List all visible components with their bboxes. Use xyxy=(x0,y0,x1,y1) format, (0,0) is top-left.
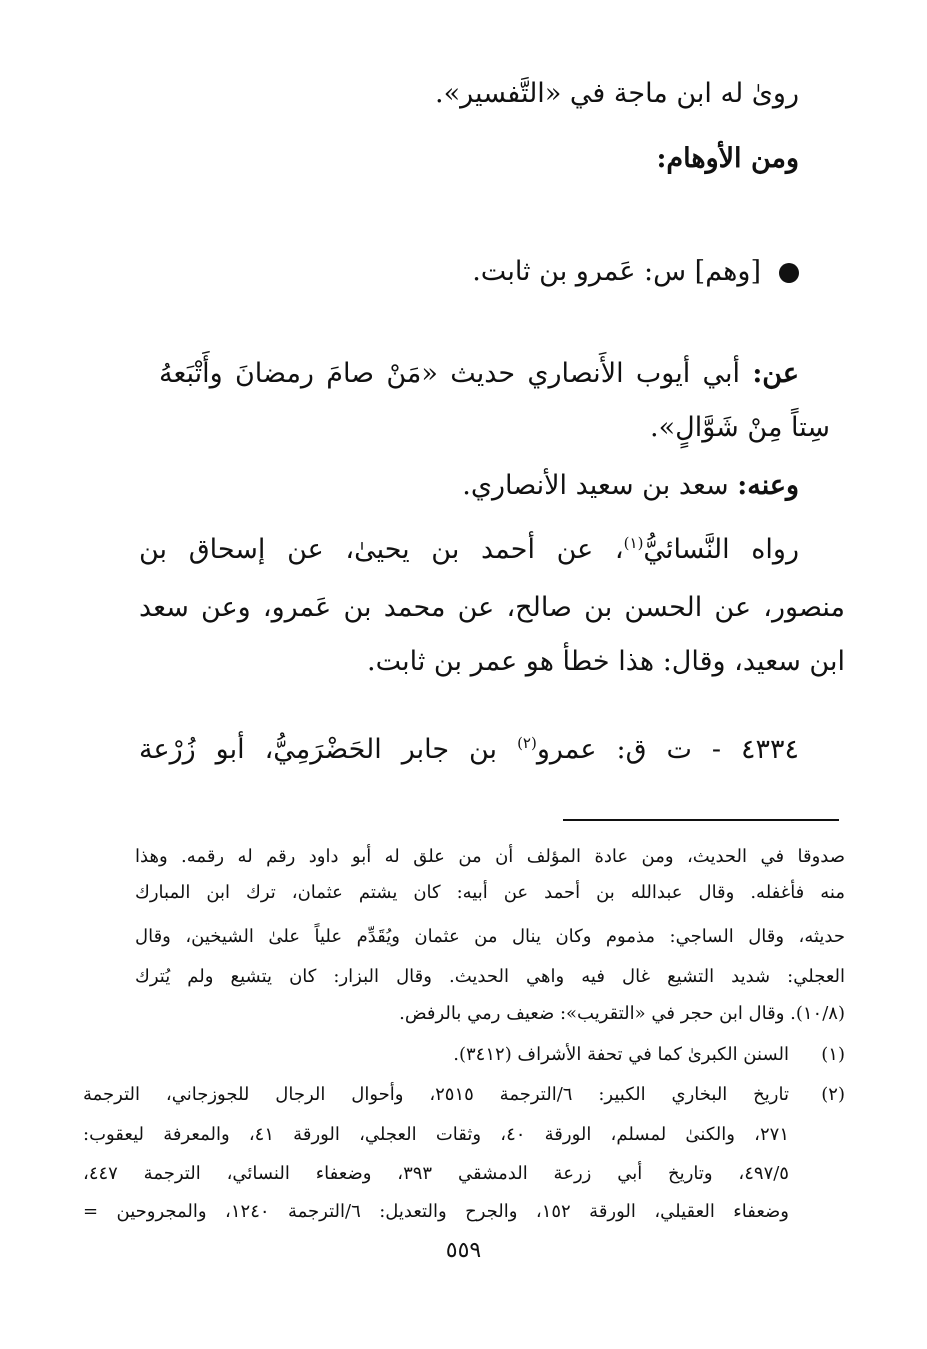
entry-4334 xyxy=(139,730,799,770)
text-line-ibn-majah: روىٰ له ابن ماجة في «التَّفسير». xyxy=(435,78,799,109)
wanhu-text: سعد بن سعيد الأنصاري. xyxy=(462,470,729,501)
footnote-ref-2: (٢) xyxy=(517,734,537,752)
footnote-1-text: السنن الكبرىٰ كما في تحفة الأشراف (٣٤١٢). xyxy=(453,1044,789,1065)
entry-text-a: ٤٣٣٤ - ت ق: عمرو xyxy=(536,734,800,765)
footnote-2-line: وضعفاء العقيلي، الورقة ١٥٢، والجرح والتعديل: ٦/الترجمة ١٢٤٠، والمجروحين = xyxy=(83,1201,789,1222)
heading-awham: ومن الأوهام: xyxy=(656,143,799,174)
waham-text: [وهم] س: عَمرو بن ثابت. xyxy=(472,256,761,287)
footnote-cont-line: حديثه، وقال الساجي: مذموم وكان ينال من عثمان ويُقَدِّم علياً علىٰ الشيخين، وقال xyxy=(135,926,845,947)
entry-text-b: بن جابر الحَضْرَمِيُّ، أبو زُرْعة xyxy=(139,734,518,765)
an-label: عن: xyxy=(752,358,799,389)
bullet-icon xyxy=(779,263,799,283)
waham-entry xyxy=(472,252,799,292)
paragraph-line-3: ابن سعيد، وقال: هذا خطأ هو عمر بن ثابت. xyxy=(367,646,845,677)
paragraph-line-1 xyxy=(139,530,799,570)
wanhu-line xyxy=(462,466,799,506)
footnote-2-line: تاريخ البخاري الكبير: ٦/الترجمة ٢٥١٥، وأحوال الرجال للجوزجاني، الترجمة xyxy=(83,1084,789,1105)
footnote-number-2: (٢) xyxy=(821,1084,845,1105)
footnote-cont-line: (١٠/٨). وقال ابن حجر في «التقريب»: ضعيف رمي بالرفض. xyxy=(399,1003,845,1024)
page-number: ٥٥٩ xyxy=(445,1238,482,1263)
footnote-2-line: ٤٩٧/٥، وتاريخ أبي زرعة الدمشقي ٣٩٣، وضعفاء النسائي، الترجمة ٤٤٧، xyxy=(83,1163,789,1184)
para-text-b: ، عن أحمد بن يحيىٰ، عن إسحاق بن xyxy=(139,534,624,565)
footnote-ref-1: (١) xyxy=(623,534,644,552)
footnote-cont-line: العجلي: شديد التشيع غال فيه واهي الحديث. وقال البزار: كان يتشيع ولم يُترك xyxy=(135,966,845,987)
footnote-cont-line: صدوقا في الحديث، ومن عادة المؤلف أن من علق له أبو داود رقم له رقمه. وهذا xyxy=(135,846,845,867)
footnote-cont-line: منه فأغفله. وقال عبدالله بن أحمد عن أبيه: كان يشتم عثمان، ترك ابن المبارك xyxy=(135,882,845,903)
wanhu-label: وعنه: xyxy=(737,470,799,501)
an-text: أبي أيوب الأَنصاري حديث «مَنْ صامَ رمضانَ وأَتْبَعهُ xyxy=(159,358,741,389)
para-text-a: رواه النَّسائيُّ xyxy=(643,534,799,565)
paragraph-line-2: منصور، عن الحسن بن صالح، عن محمد بن عَمرو، وعن سعد xyxy=(139,592,845,623)
footnote-separator xyxy=(563,819,839,821)
an-line-1 xyxy=(159,354,799,394)
footnote-2-line: ٢٧١، والكنىٰ لمسلم، الورقة ٤٠، وثقات العجلي، الورقة ٤١، والمعرفة ليعقوب: xyxy=(83,1124,789,1145)
an-line-2: سِتاً مِنْ شَوَّالٍ». xyxy=(650,412,830,443)
footnote-number-1: (١) xyxy=(821,1044,845,1065)
